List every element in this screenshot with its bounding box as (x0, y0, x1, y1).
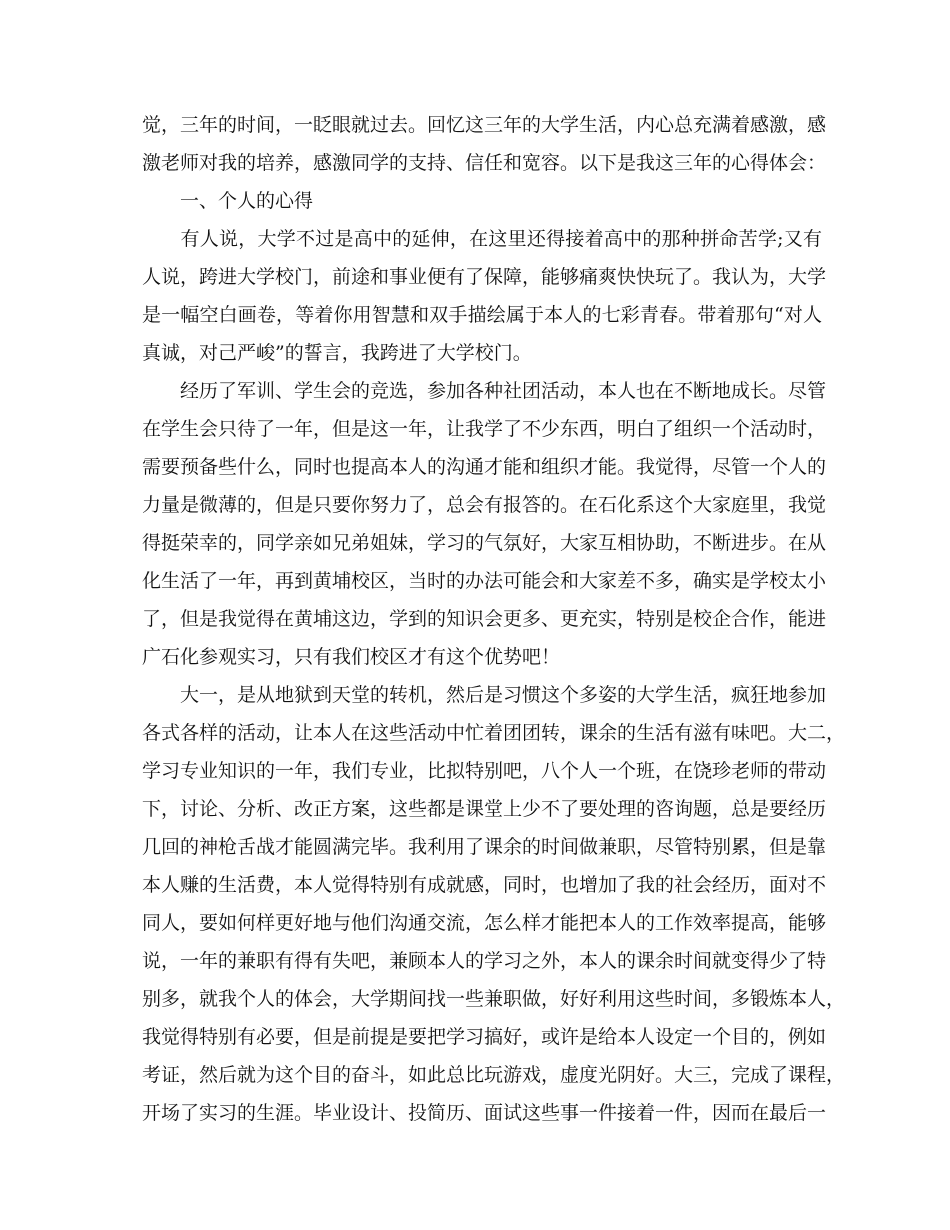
text-line: 学习专业知识的一年，我们专业，比拟特别吧，八个人一个班，在饶珍老师的带动 (142, 760, 827, 782)
section-heading: 一、个人的心得 (142, 190, 314, 212)
text-line: 别多，就我个人的体会，大学期间找一些兼职做，好好利用这些时间，多锻炼本人， (142, 988, 846, 1010)
text-line: 是一幅空白画卷，等着你用智慧和双手描绘属于本人的七彩青春。带着那句“对人 (142, 304, 822, 326)
text-line: 人说，跨进大学校门，前途和事业便有了保障，能够痛爽快快玩了。我认为，大学 (142, 266, 827, 288)
text-line: 了，但是我觉得在黄埔这边，学到的知识会更多、更充实，特别是校企合作，能进 (142, 608, 827, 630)
text-line: 力量是微薄的，但是只要你努力了，总会有报答的。在石化系这个大家庭里，我觉 (142, 494, 827, 516)
text-line: 大一，是从地狱到天堂的转机，然后是习惯这个多姿的大学生活，疯狂地参加 (142, 684, 827, 706)
text-line: 觉，三年的时间，一眨眼就过去。回忆这三年的大学生活，内心总充满着感激，感 (142, 114, 827, 136)
text-line: 我觉得特别有必要，但是前提是要把学习搞好，或许是给本人设定一个目的，例如 (142, 1026, 827, 1048)
text-line: 几回的神枪舌战才能圆满完毕。我利用了课余的时间做兼职，尽管特别累，但是靠 (142, 836, 827, 858)
text-line: 考证，然后就为这个目的奋斗，如此总比玩游戏，虚度光阴好。大三，完成了课程， (142, 1064, 846, 1086)
text-line: 得挺荣幸的，同学亲如兄弟姐妹，学习的气氛好，大家互相协助，不断进步。在从 (142, 532, 827, 554)
text-line: 广石化参观实习，只有我们校区才有这个优势吧！ (142, 646, 561, 668)
text-line: 下，讨论、分析、改正方案，这些都是课堂上少不了要处理的咨询题，总是要经历 (142, 798, 827, 820)
text-line: 同人，要如何样更好地与他们沟通交流，怎么样才能把本人的工作效率提高，能够 (142, 912, 827, 934)
text-line: 本人赚的生活费，本人觉得特别有成就感，同时，也增加了我的社会经历，面对不 (142, 874, 827, 896)
text-line: 在学生会只待了一年，但是这一年，让我学了不少东西，明白了组织一个活动时， (142, 418, 827, 440)
text-line: 激老师对我的培养，感激同学的支持、信任和宽容。以下是我这三年的心得体会： (142, 152, 827, 174)
text-line: 经历了军训、学生会的竞选，参加各种社团活动，本人也在不断地成长。尽管 (142, 380, 827, 402)
text-line: 有人说，大学不过是高中的延伸，在这里还得接着高中的那种拼命苦学;又有 (142, 228, 822, 250)
text-line: 真诚，对己严峻”的誓言，我跨进了大学校门。 (142, 342, 532, 364)
text-line: 化生活了一年，再到黄埔校区，当时的办法可能会和大家差不多，确实是学校太小 (142, 570, 827, 592)
text-line: 开场了实习的生涯。毕业设计、投简历、面试这些事一件接着一件，因而在最后一 (142, 1102, 827, 1124)
text-line: 说，一年的兼职有得有失吧，兼顾本人的学习之外，本人的课余时间就变得少了特 (142, 950, 827, 972)
text-line: 各式各样的活动，让本人在这些活动中忙着团团转，课余的生活有滋有味吧。大二， (142, 722, 846, 744)
text-line: 需要预备些什么，同时也提高本人的沟通才能和组织才能。我觉得，尽管一个人的 (142, 456, 827, 478)
